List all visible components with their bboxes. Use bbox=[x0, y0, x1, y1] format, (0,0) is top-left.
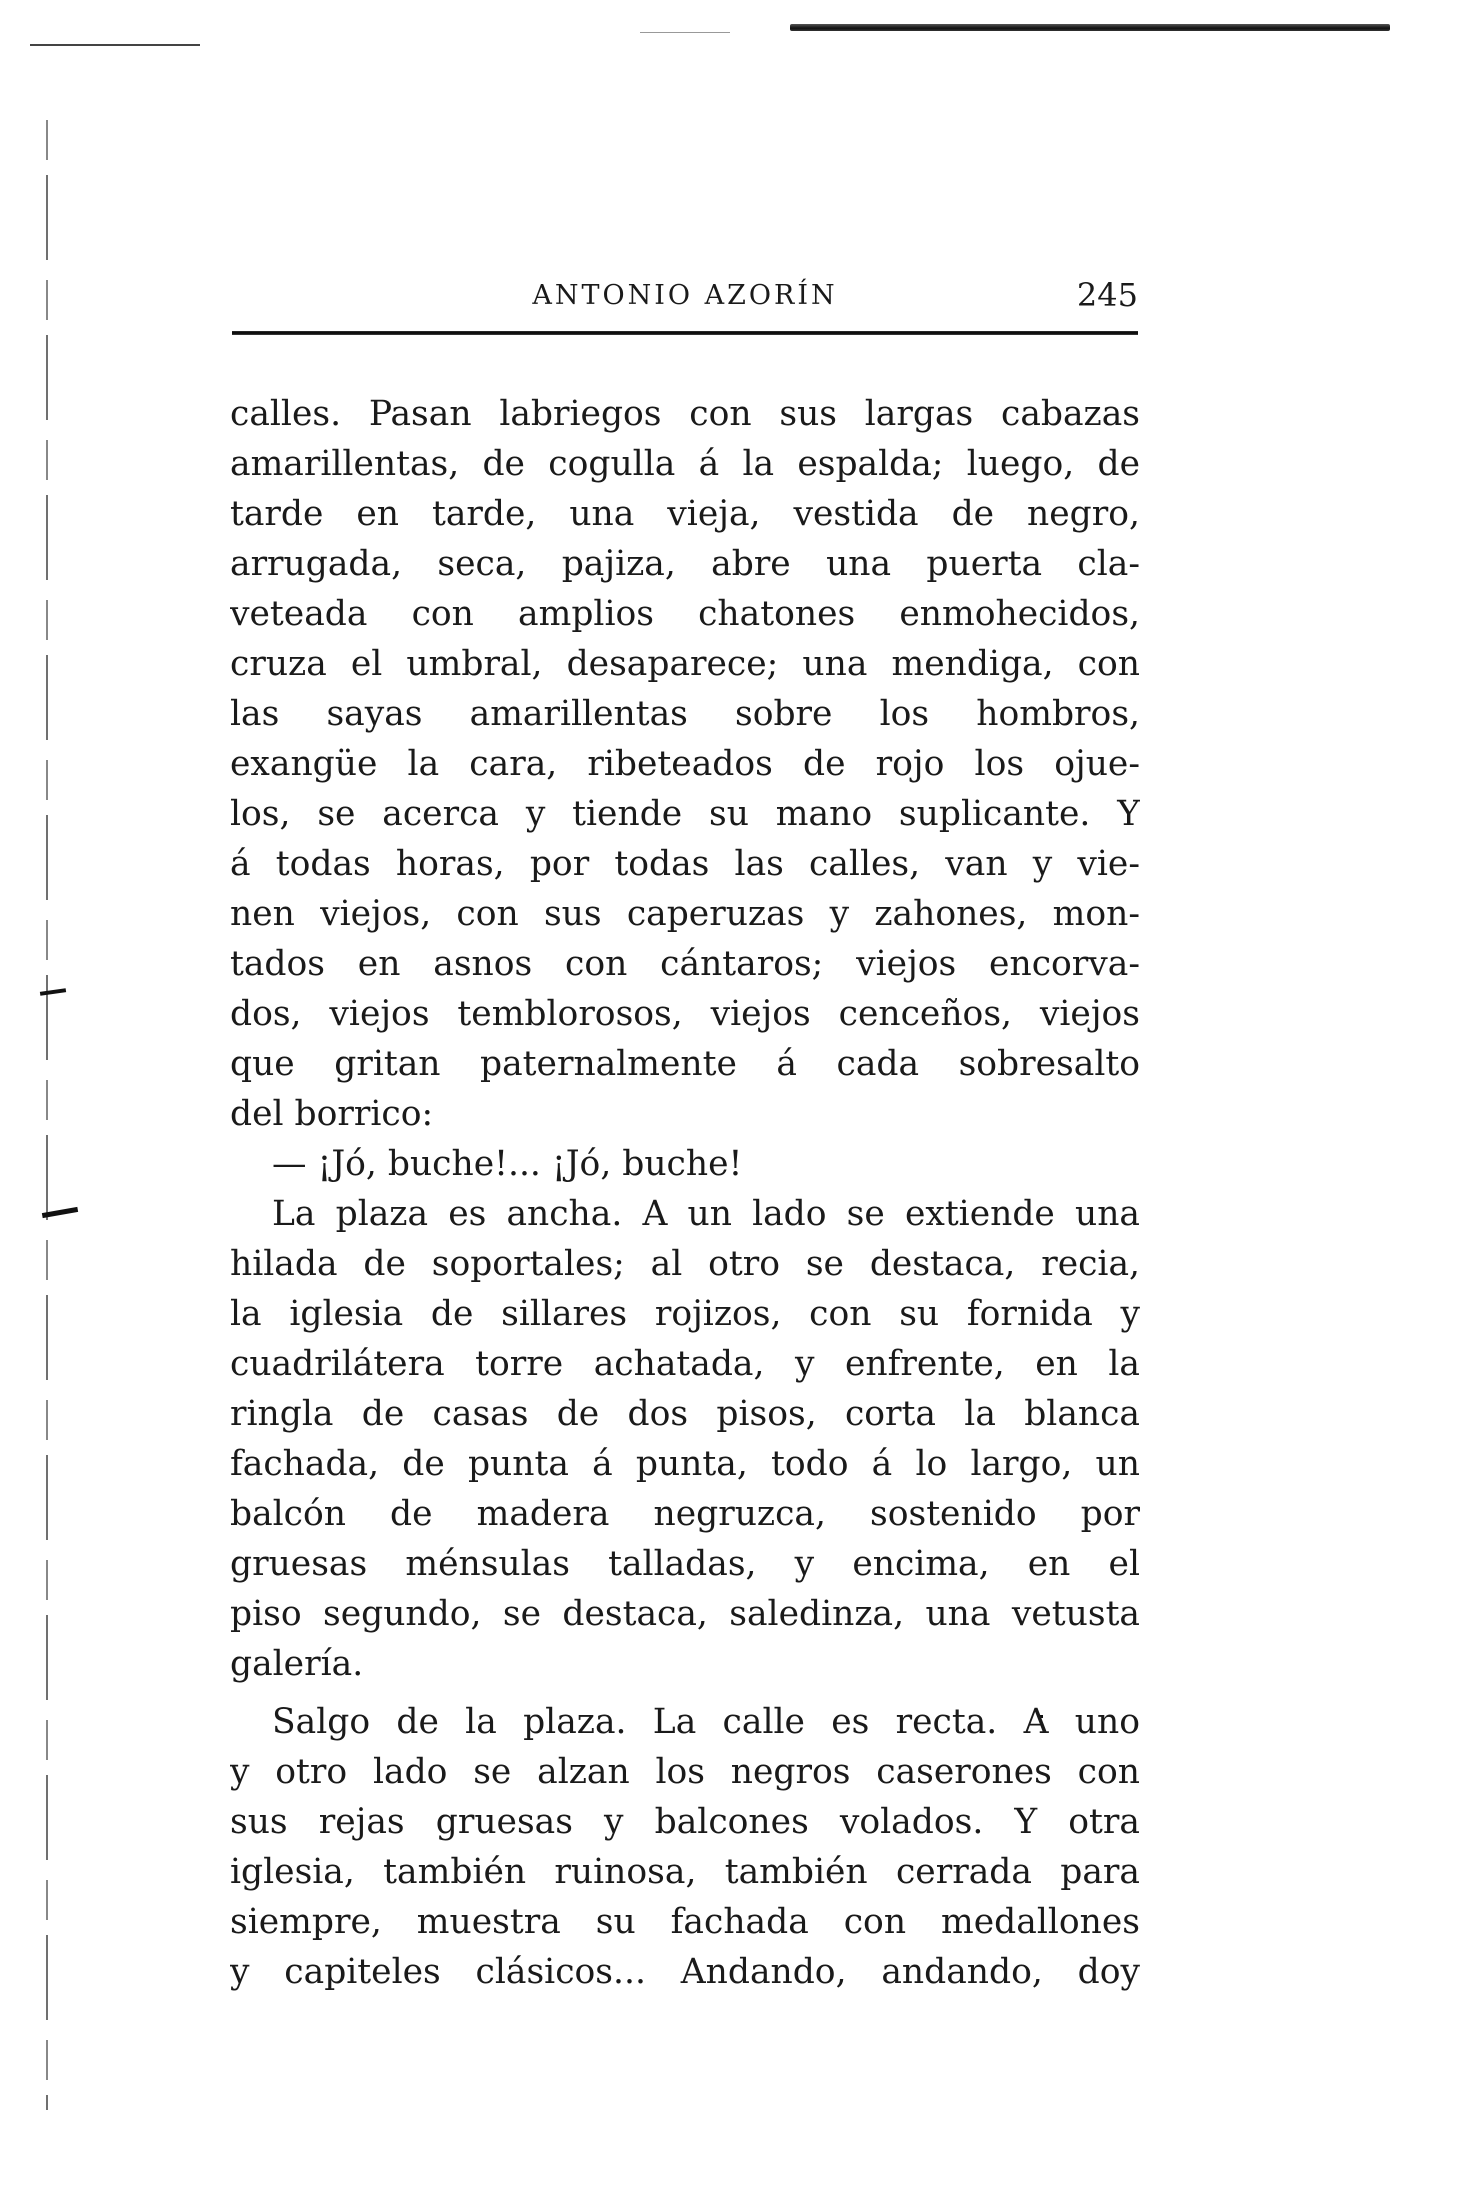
dialogue-line: — ¡Jó, buche!... ¡Jó, buche! bbox=[272, 1144, 743, 1184]
paragraph-start-line: La plaza es ancha. A un lado se extiende una bbox=[272, 1194, 1140, 1234]
text-line: exangüe la cara, ribeteados de rojo los ojue- bbox=[230, 744, 1140, 784]
text-line: gruesas ménsulas talladas, y encima, en el bbox=[230, 1544, 1140, 1584]
binding-margin-line bbox=[46, 120, 48, 2110]
text-line: calles. Pasan labriegos con sus largas cabazas bbox=[230, 394, 1140, 434]
text-line: fachada, de punta á punta, todo á lo largo, un bbox=[230, 1444, 1140, 1484]
text-line: amarillentas, de cogulla á la espalda; luego, de bbox=[230, 444, 1140, 484]
paragraph-gap bbox=[230, 1689, 1140, 1697]
header-rule bbox=[232, 331, 1138, 335]
text-line: veteada con amplios chatones enmohecidos, bbox=[230, 594, 1140, 634]
text-line: dos, viejos temblorosos, viejos cenceños, viejos bbox=[230, 994, 1140, 1034]
scan-edge-rule-mid bbox=[640, 32, 730, 33]
text-line: cruza el umbral, desaparece; una mendiga, con bbox=[230, 644, 1140, 684]
page-number: 245 bbox=[1076, 276, 1138, 314]
text-line: ringla de casas de dos pisos, corta la blanca bbox=[230, 1394, 1140, 1434]
scan-speck bbox=[40, 988, 66, 996]
text-line: los, se acerca y tiende su mano suplicante. Y bbox=[230, 794, 1140, 834]
text-line: y otro lado se alzan los negros caserones con bbox=[230, 1752, 1140, 1792]
paragraph-start-line: Salgo de la plaza. La calle es recta. A uno bbox=[272, 1702, 1140, 1742]
text-line: tarde en tarde, una vieja, vestida de negro, bbox=[230, 494, 1140, 534]
text-line: piso segundo, se destaca, saledinza, una vetusta bbox=[230, 1594, 1140, 1634]
text-line: tados en asnos con cántaros; viejos encorva- bbox=[230, 944, 1140, 984]
text-line: del borrico: bbox=[230, 1094, 434, 1134]
scan-edge-rule-left bbox=[30, 44, 200, 46]
text-line: galería. bbox=[230, 1644, 364, 1684]
running-head bbox=[232, 272, 1138, 322]
text-line: iglesia, también ruinosa, también cerrada para bbox=[230, 1852, 1140, 1892]
text-line: hilada de soportales; al otro se destaca, recia, bbox=[230, 1244, 1140, 1284]
text-line: balcón de madera negruzca, sostenido por bbox=[230, 1494, 1140, 1534]
text-line: arrugada, seca, pajiza, abre una puerta cla- bbox=[230, 544, 1140, 584]
running-title: ANTONIO AZORÍN bbox=[532, 280, 838, 311]
text-line: y capiteles clásicos... Andando, andando, doy bbox=[230, 1952, 1140, 1992]
text-line: que gritan paternalmente á cada sobresalto bbox=[230, 1044, 1140, 1084]
text-line: la iglesia de sillares rojizos, con su fornida y bbox=[230, 1294, 1140, 1334]
scan-edge-rule bbox=[790, 24, 1390, 31]
text-line: sus rejas gruesas y balcones volados. Y otra bbox=[230, 1802, 1140, 1842]
text-line: cuadrilátera torre achatada, y enfrente, en la bbox=[230, 1344, 1140, 1384]
text-line: siempre, muestra su fachada con medallones bbox=[230, 1902, 1140, 1942]
text-line: á todas horas, por todas las calles, van y vie- bbox=[230, 844, 1140, 884]
body-text bbox=[230, 389, 1140, 1997]
text-line: nen viejos, con sus caperuzas y zahones, mon- bbox=[230, 894, 1140, 934]
text-line: las sayas amarillentas sobre los hombros, bbox=[230, 694, 1140, 734]
